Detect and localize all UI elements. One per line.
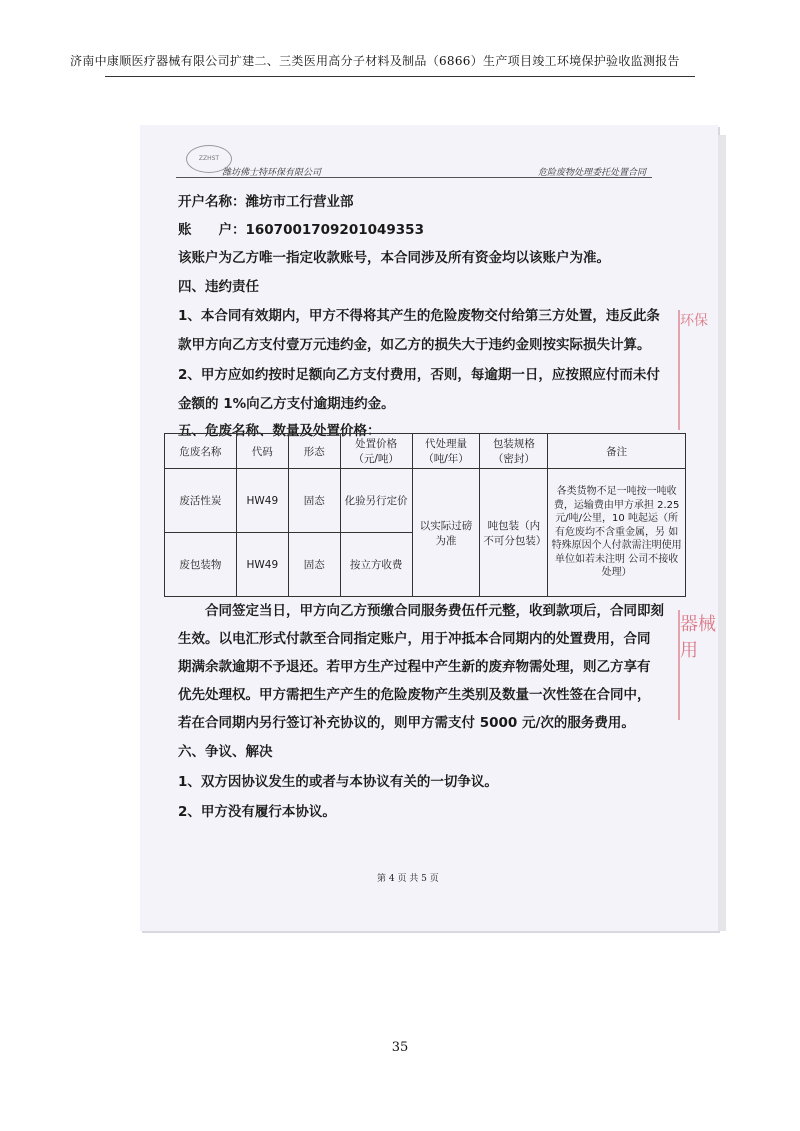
account-number-line: 账 户：1607001709201049353 <box>178 222 424 238</box>
payment-para-line-3: 期满余款逾期不予退还。若甲方生产过程中产生新的废弃物需处理，则乙方享有 <box>178 659 651 675</box>
table-cell: HW49 <box>236 533 288 597</box>
scanned-contract-page <box>140 125 718 931</box>
waste-table <box>164 433 686 597</box>
clause-2-line-2: 金额的 1%向乙方支付逾期违约金。 <box>178 396 395 412</box>
scan-header-rule <box>176 177 652 178</box>
account-note: 该账户为乙方唯一指定收款账号，本合同涉及所有资金均以该账户为准。 <box>178 250 610 266</box>
dispute-1: 1、双方因协议发生的或者与本协议有关的一切争议。 <box>178 774 498 790</box>
section-5-title: 五、危废名称、数量及处置价格： <box>178 423 381 439</box>
table-header-cell: 备注 <box>548 434 686 469</box>
page-number: 35 <box>391 1040 409 1055</box>
stamp-text: 环保 <box>680 313 708 329</box>
contract-name: 危险废物处理委托处置合同 <box>538 168 647 178</box>
header-rule <box>105 76 695 77</box>
table-cell: 化验另行定价 <box>340 469 412 533</box>
clause-1-line-1: 1、本合同有效期内，甲方不得将其产生的危险废物交付给第三方处置，违反此条 <box>178 308 660 324</box>
payment-para-line-5: 若在合同期内另行签订补充协议的，则甲方需支付 5000 元/次的服务费用。 <box>178 715 635 731</box>
table-cell: 废包装物 <box>165 533 237 597</box>
account-name-line: 开户名称：潍坊市工行营业部 <box>178 194 354 210</box>
clause-1-line-2: 款甲方向乙方支付壹万元违约金，如乙方的损失大于违约金则按实际损失计算。 <box>178 337 651 353</box>
logo-text: ZZHST <box>198 155 220 162</box>
section-4-title: 四、违约责任 <box>178 279 259 295</box>
table-cell: 按立方收费 <box>340 533 412 597</box>
stamp-text: 器械用 <box>680 614 716 661</box>
clause-2-line-1: 2、甲方应如约按时足额向乙方支付费用，否则，每逾期一日，应按照应付而未付 <box>178 367 660 383</box>
payment-para-line-1: 合同签定当日，甲方向乙方预缴合同服务费伍仟元整，收到款项后，合同即刻 <box>205 603 664 619</box>
merged-quantity-cell: 以实际过磅为准 <box>412 469 480 597</box>
table-header-cell: 包装规格（密封） <box>480 434 548 469</box>
table-cell: HW49 <box>236 469 288 533</box>
table-header-cell: 代码 <box>236 434 288 469</box>
table-cell: 废活性炭 <box>165 469 237 533</box>
table-header-cell: 处置价格（元/吨） <box>340 434 412 469</box>
table-header-cell: 危废名称 <box>165 434 237 469</box>
table-cell: 固态 <box>288 533 340 597</box>
merged-note-cell: 各类货物不足一吨按一吨收费，运输费由甲方承担 2.25 元/吨/公里，10 吨起运（所有危废均不含重金属，另 如特殊原因个人付款需注明使用单位如若未注明 公司不接收处理） <box>548 469 686 597</box>
payment-para-line-4: 优先处理权。甲方需把生产产生的危险废物产生类别及数量一次性签在合同中， <box>178 687 651 703</box>
table-header-cell: 代处理量（吨/年） <box>412 434 480 469</box>
scan-page-of: 第 4 页 共 5 页 <box>377 874 439 884</box>
table-cell: 固态 <box>288 469 340 533</box>
partial-stamp-top <box>678 310 710 430</box>
section-6-title: 六、争议、解决 <box>178 744 273 760</box>
dispute-2: 2、甲方没有履行本协议。 <box>178 804 336 820</box>
merged-packaging-cell: 吨包装（内不可分包装） <box>480 469 548 597</box>
table-row <box>165 469 686 533</box>
company-name: 潍坊佛士特环保有限公司 <box>222 168 322 178</box>
scan-edge-shadow <box>718 135 726 931</box>
partial-stamp-bottom <box>678 610 720 720</box>
table-header-cell: 形态 <box>288 434 340 469</box>
report-header: 济南中康顺医疗器械有限公司扩建二、三类医用高分子材料及制品（6866）生产项目竣工环境保护验收监测报告 <box>70 54 680 68</box>
table-header-row <box>165 434 686 469</box>
payment-para-line-2: 生效。以电汇形式付款至合同指定账户，用于冲抵本合同期内的处置费用，合同 <box>178 631 651 647</box>
